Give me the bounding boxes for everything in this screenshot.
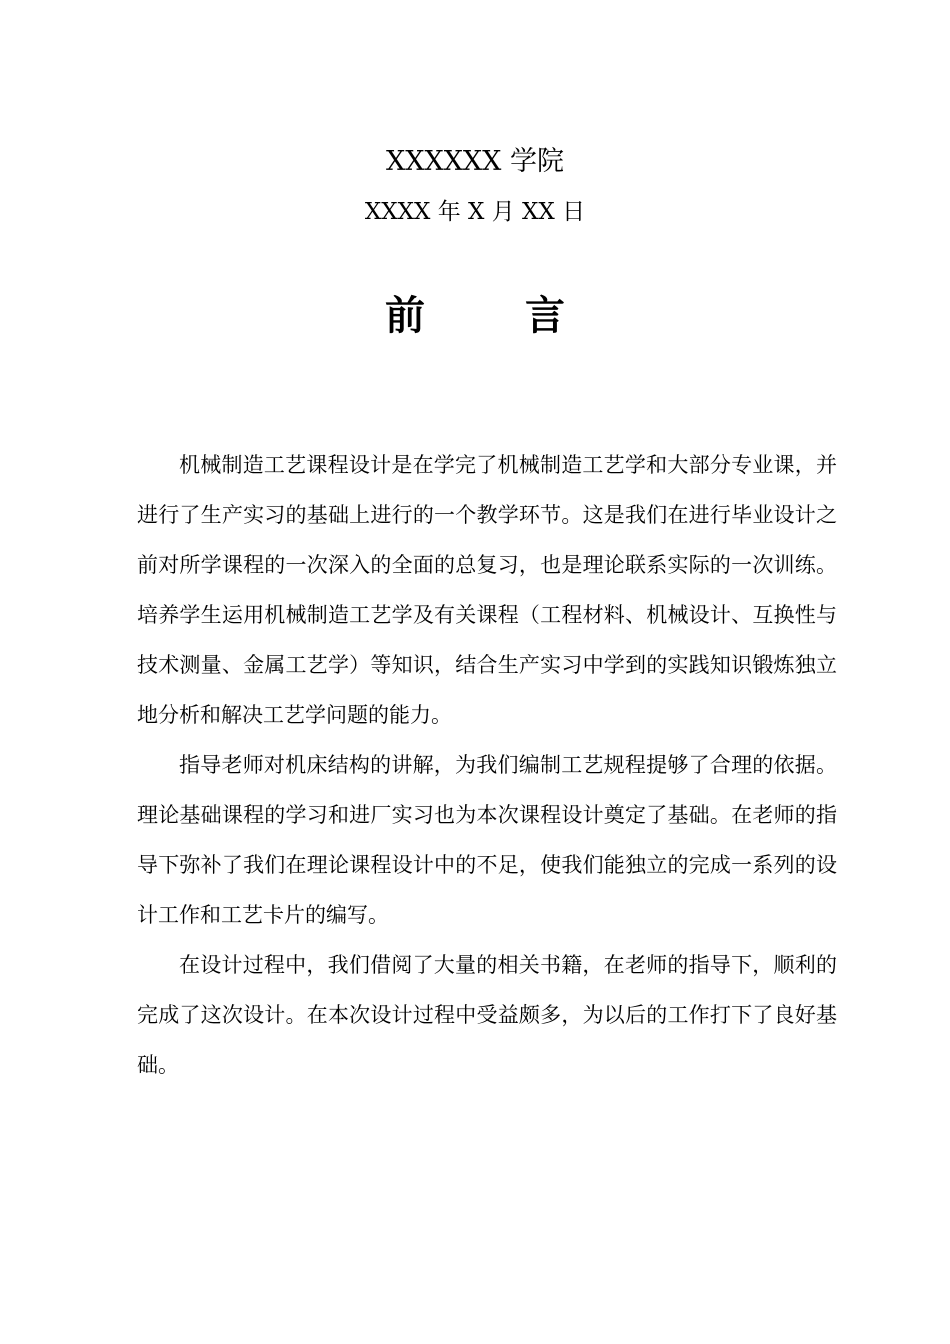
preface-heading xyxy=(0,288,950,344)
institution-name: XXXXXX 学院 xyxy=(386,146,564,177)
paragraph-3: 在设计过程中，我们借阅了大量的相关书籍，在老师的指导下，顺利的完成了这次设计。在本次设计过程中受益颇多，为以后的工作打下了良好基础。 xyxy=(137,953,837,1077)
preface-heading-char-2: 言 xyxy=(525,292,565,339)
paragraph-1: 机械制造工艺课程设计是在学完了机械制造工艺学和大部分专业课，并进行了生产实习的基础上进行的一个教学环节。这是我们在进行毕业设计之前对所学课程的一次深入的全面的总复习，也是理论联系实际的一次训练。培养学生运用机械制造工艺学及有关课程（工程材料、机械设计、互换性与技术测量、金属工艺学）等知识，结合生产实习中学到的实践知识锻炼独立地分析和解决工艺学问题的能力。 xyxy=(137,453,837,727)
paragraph-2: 指导老师对机床结构的讲解，为我们编制工艺规程提够了合理的依据。理论基础课程的学习和进厂实习也为本次课程设计奠定了基础。在老师的指导下弥补了我们在理论课程设计中的不足，使我们能独立的完成一系列的设计工作和工艺卡片的编写。 xyxy=(137,753,837,927)
preface-body xyxy=(137,440,837,1090)
document-date: XXXX 年 X 月 XX 日 xyxy=(364,199,586,225)
preface-heading-char-1: 前 xyxy=(385,292,425,339)
